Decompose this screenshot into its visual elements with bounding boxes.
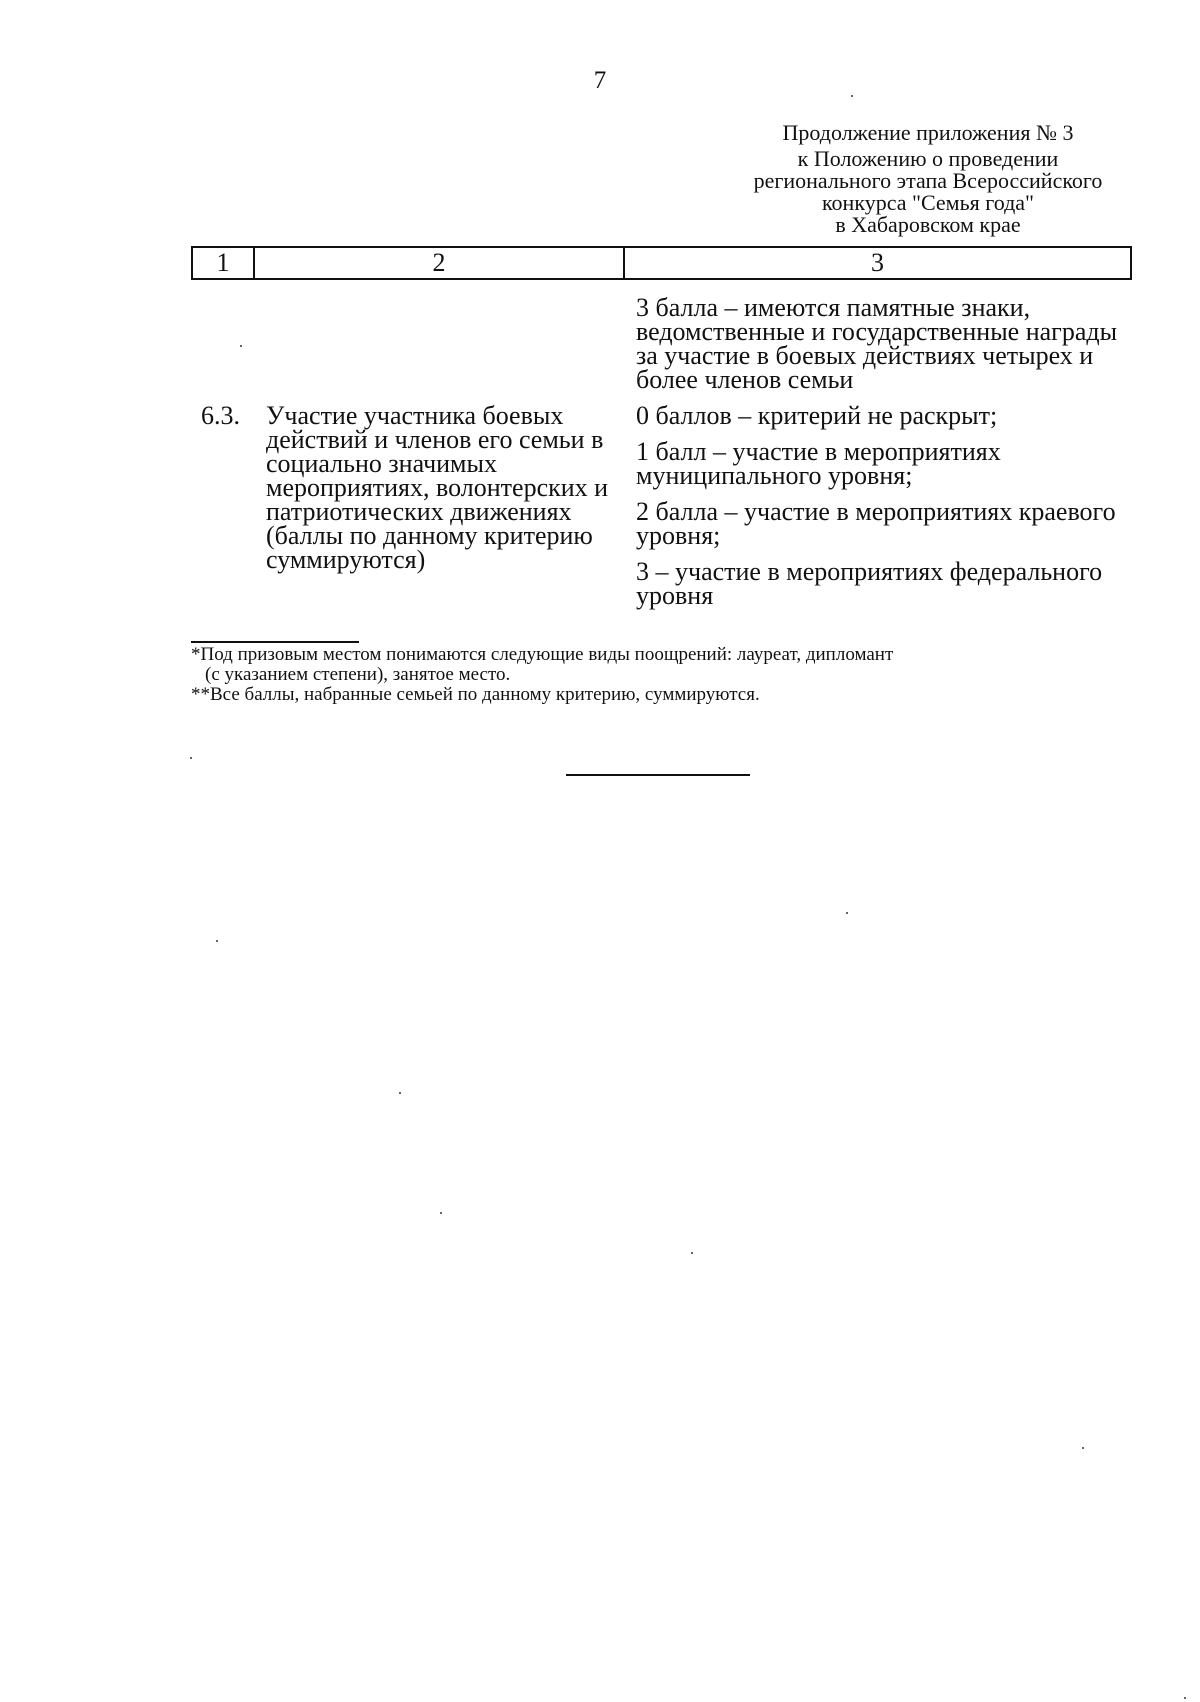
table-header-row — [191, 246, 1132, 280]
scan-speck — [691, 1252, 693, 1254]
criterion-text: Участие участника боевых действий и членов его семьи в социально значимых мероприятиях, волонтерских и патриотических движениях (баллы по данному критерию суммируются) — [266, 401, 609, 574]
appendix-header-line: в Хабаровском крае — [835, 212, 1021, 237]
appendix-header-line: конкурса "Семья года" — [821, 190, 1035, 215]
scan-speck — [399, 1092, 401, 1094]
footnote-1: *Под призовым местом понимаются следующие виды поощрений: лауреат, дипломант — [191, 644, 894, 665]
column-header-1: 1 — [193, 248, 255, 278]
appendix-header — [728, 122, 1128, 236]
score-item: 2 балла – участие в мероприятиях краевого уровня; — [636, 497, 1116, 550]
page-number: 7 — [593, 67, 607, 94]
column-header-3: 3 — [871, 248, 884, 277]
appendix-header-line: к Положению о проведении — [797, 146, 1059, 171]
scan-speck — [216, 940, 218, 942]
scan-speck — [851, 95, 853, 97]
column-header-2: 2 — [255, 248, 625, 278]
score-list — [636, 401, 1136, 620]
scan-speck — [1082, 1447, 1084, 1449]
footnote-1-continuation: (с указанием степени), занятое место. — [205, 664, 511, 685]
score-item: 3 – участие в мероприятиях федерального уровня — [636, 557, 1103, 610]
scan-speck — [240, 345, 242, 347]
scan-speck — [190, 757, 192, 759]
score-item: 1 балл – участие в мероприятиях муниципального уровня; — [636, 437, 1001, 490]
continued-score-text: 3 балла – имеются памятные знаки, ведомственные и государственные награды за участие в боевых действиях четырех и более членов семьи — [636, 293, 1118, 394]
scan-speck — [440, 1212, 442, 1214]
footnotes — [191, 645, 1130, 705]
row-number: 6.3. — [201, 401, 240, 430]
appendix-header-line: регионального этапа Всероссийского — [753, 168, 1103, 193]
footnote-divider — [191, 641, 359, 643]
footnote-2: **Все баллы, набранные семьей по данному критерию, суммируются. — [191, 684, 760, 705]
score-item: 0 баллов – критерий не раскрыт; — [636, 401, 998, 430]
end-divider — [566, 774, 750, 776]
scan-speck — [1184, 1697, 1186, 1699]
scan-speck — [846, 912, 848, 914]
appendix-header-line: Продолжение приложения № 3 — [782, 120, 1074, 145]
